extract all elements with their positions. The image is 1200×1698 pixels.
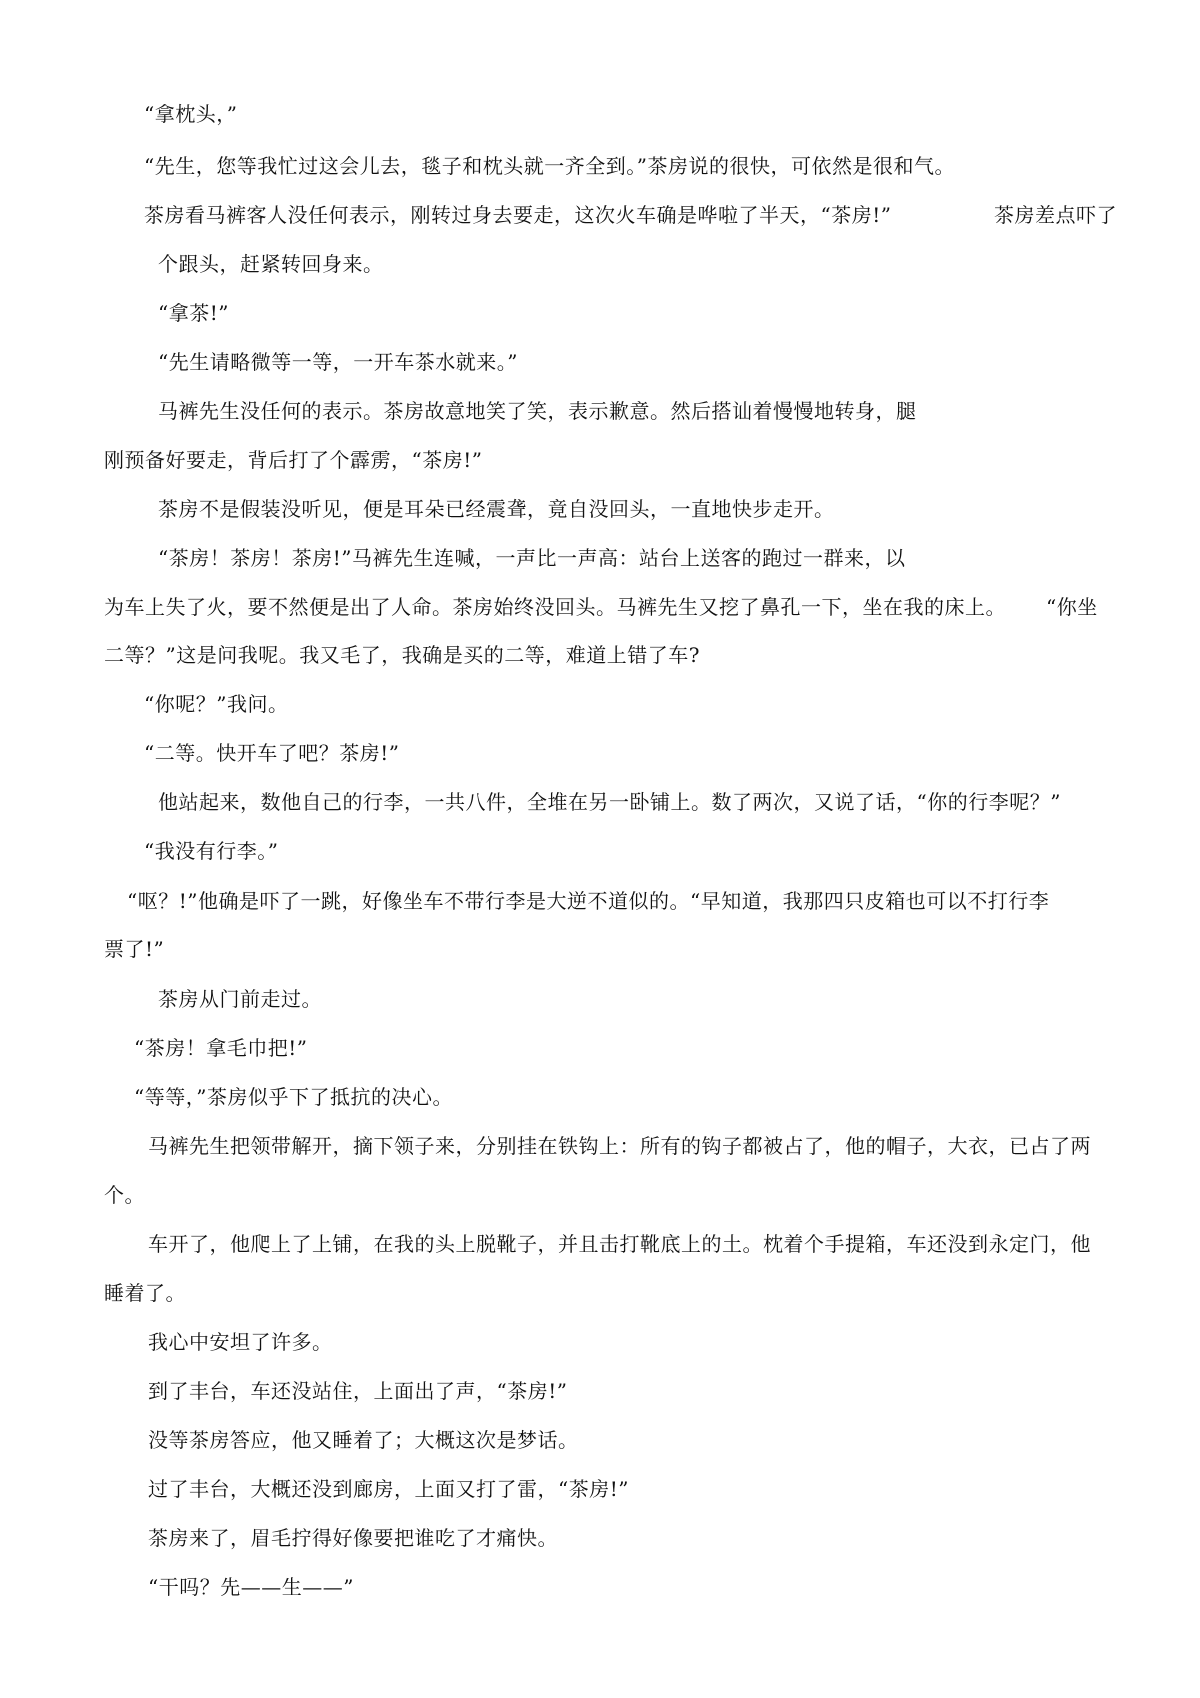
text-line: “茶房！拿毛巾把!” <box>134 1036 308 1060</box>
text-line: “拿枕头，” <box>144 102 238 126</box>
text-line: 茶房来了，眉毛拧得好像要把谁吃了才痛快。 <box>148 1526 558 1550</box>
text-line: 我心中安坦了许多。 <box>148 1330 333 1354</box>
text-line: 过了丰台，大概还没到廊房，上面又打了雷，“茶房!” <box>148 1477 629 1501</box>
text-line: “你呢？”我问。 <box>144 692 289 716</box>
text-line: 车开了，他爬上了上铺，在我的头上脱靴子，并且击打靴底上的土。枕着个手提箱，车还没到永定门，他 <box>148 1232 1091 1256</box>
text-line: 马裤先生没任何的表示。茶房故意地笑了笑，表示歉意。然后搭讪着慢慢地转身，腿 <box>158 399 917 423</box>
text-line: 刚预备好要走，背后打了个霹雳，“茶房!” <box>104 448 483 472</box>
text-line: 睡着了。 <box>104 1281 186 1305</box>
text-line: “茶房！茶房！茶房!”马裤先生连喊，一声比一声高：站台上送客的跑过一群来，以 <box>158 546 906 570</box>
text-line: 二等？”这是问我呢。我又毛了，我确是买的二等，难道上错了车? <box>104 643 700 667</box>
text-line: 到了丰台，车还没站住，上面出了声，“茶房!” <box>148 1379 568 1403</box>
text-line: “先生，您等我忙过这会儿去，毯子和枕头就一齐全到。”茶房说的很快，可依然是很和气。 <box>144 154 955 178</box>
text-line: 茶房差点吓了 <box>994 203 1117 227</box>
text-line: “等等，”茶房似乎下了抵抗的决心。 <box>134 1085 453 1109</box>
text-line: 个。 <box>104 1183 145 1207</box>
text-line: 没等茶房答应，他又睡着了；大概这次是梦话。 <box>148 1428 579 1452</box>
text-line: “先生请略微等一等，一开车茶水就来。” <box>158 350 518 374</box>
text-line: 为车上失了火，要不然便是出了人命。茶房始终没回头。马裤先生又挖了鼻孔一下，坐在我的床上。 <box>104 595 1006 619</box>
text-line: “干吗？先——生——” <box>148 1575 354 1599</box>
text-line: “二等。快开车了吧？茶房!” <box>144 741 400 765</box>
text-line: 茶房不是假装没听见，便是耳朵已经震聋，竟自没回头，一直地快步走开。 <box>158 497 835 521</box>
text-line: 个跟头，赶紧转回身来。 <box>158 252 384 276</box>
text-line: 票了!” <box>104 937 165 961</box>
text-line: 马裤先生把领带解开，摘下领子来，分别挂在铁钩上：所有的钩子都被占了，他的帽子，大衣，已占了两 <box>148 1134 1091 1158</box>
text-line: 茶房看马裤客人没任何表示，刚转过身去要走，这次火车确是哗啦了半天，“茶房!” <box>144 203 892 227</box>
text-line: 他站起来，数他自己的行李，一共八件，全堆在另一卧铺上。数了两次，又说了话，“你的行李呢？” <box>158 790 1061 814</box>
text-line: 茶房从门前走过。 <box>158 987 322 1011</box>
text-line: “拿茶!” <box>158 301 229 325</box>
text-line: “呕？!”他确是吓了一跳，好像坐车不带行李是大逆不道似的。“早知道，我那四只皮箱也可以不打行李 <box>127 889 1050 913</box>
text-line: “你坐 <box>1046 595 1098 619</box>
text-line: “我没有行李。” <box>144 839 279 863</box>
